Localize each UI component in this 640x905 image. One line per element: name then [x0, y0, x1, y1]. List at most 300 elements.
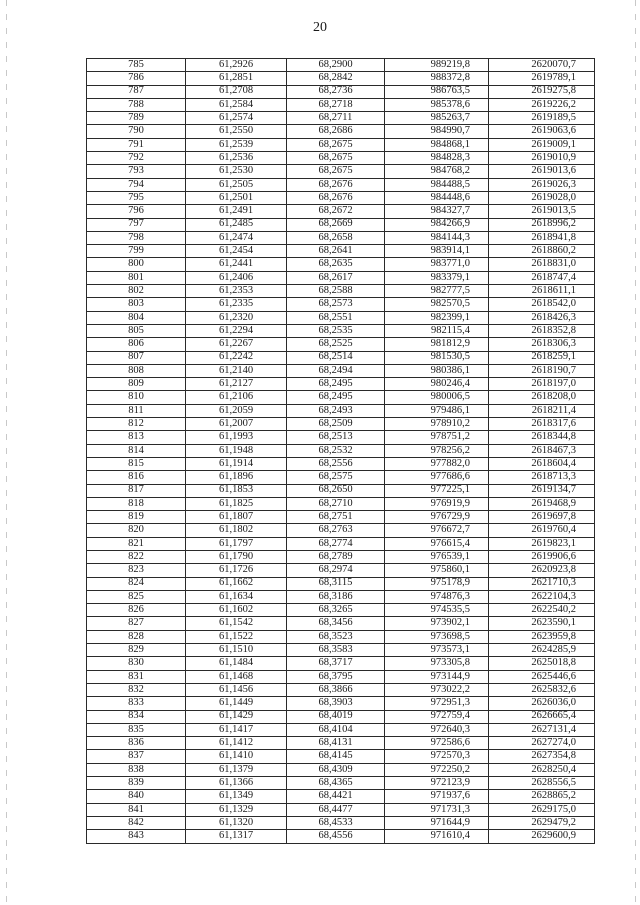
y-coordinate-cell: 2619468,9	[489, 497, 595, 510]
y-coordinate-cell: 2619789,1	[489, 72, 595, 85]
latitude-cell: 61,1797	[186, 537, 287, 550]
point-number-cell: 836	[87, 737, 186, 750]
x-coordinate-cell: 984144,3	[385, 231, 489, 244]
point-number-cell: 806	[87, 338, 186, 351]
latitude-cell: 61,2530	[186, 165, 287, 178]
longitude-cell: 68,2736	[287, 85, 385, 98]
latitude-cell: 61,2242	[186, 351, 287, 364]
y-coordinate-cell: 2626665,4	[489, 710, 595, 723]
table-row	[87, 72, 595, 85]
point-number-cell: 833	[87, 697, 186, 710]
latitude-cell: 61,1366	[186, 777, 287, 790]
page-number: 20	[313, 20, 327, 35]
point-number-cell: 812	[87, 418, 186, 431]
latitude-cell: 61,2485	[186, 218, 287, 231]
latitude-cell: 61,1825	[186, 497, 287, 510]
y-coordinate-cell: 2618611,1	[489, 285, 595, 298]
latitude-cell: 61,2536	[186, 152, 287, 165]
y-coordinate-cell: 2618996,2	[489, 218, 595, 231]
point-number-cell: 786	[87, 72, 186, 85]
x-coordinate-cell: 984327,7	[385, 205, 489, 218]
latitude-cell: 61,1522	[186, 630, 287, 643]
x-coordinate-cell: 976729,9	[385, 511, 489, 524]
point-number-cell: 797	[87, 218, 186, 231]
x-coordinate-cell: 973698,5	[385, 630, 489, 643]
latitude-cell: 61,1634	[186, 590, 287, 603]
x-coordinate-cell: 979486,1	[385, 404, 489, 417]
table-row	[87, 644, 595, 657]
y-coordinate-cell: 2618208,0	[489, 391, 595, 404]
longitude-cell: 68,2635	[287, 258, 385, 271]
point-number-cell: 803	[87, 298, 186, 311]
y-coordinate-cell: 2623590,1	[489, 617, 595, 630]
latitude-cell: 61,2127	[186, 378, 287, 391]
point-number-cell: 794	[87, 178, 186, 191]
latitude-cell: 61,1602	[186, 604, 287, 617]
table-row	[87, 803, 595, 816]
x-coordinate-cell: 971731,3	[385, 803, 489, 816]
latitude-cell: 61,1790	[186, 550, 287, 563]
longitude-cell: 68,3523	[287, 630, 385, 643]
table-row	[87, 497, 595, 510]
table-row	[87, 697, 595, 710]
y-coordinate-cell: 2619697,8	[489, 511, 595, 524]
table-row	[87, 298, 595, 311]
y-coordinate-cell: 2619275,8	[489, 85, 595, 98]
y-coordinate-cell: 2629175,0	[489, 803, 595, 816]
latitude-cell: 61,2106	[186, 391, 287, 404]
latitude-cell: 61,2335	[186, 298, 287, 311]
longitude-cell: 68,2675	[287, 138, 385, 151]
longitude-cell: 68,2675	[287, 165, 385, 178]
x-coordinate-cell: 989219,8	[385, 59, 489, 72]
point-number-cell: 829	[87, 644, 186, 657]
table-row	[87, 138, 595, 151]
y-coordinate-cell: 2618426,3	[489, 311, 595, 324]
y-coordinate-cell: 2622104,3	[489, 590, 595, 603]
y-coordinate-cell: 2619028,0	[489, 191, 595, 204]
table-row	[87, 205, 595, 218]
table-row	[87, 324, 595, 337]
point-number-cell: 819	[87, 511, 186, 524]
point-number-cell: 793	[87, 165, 186, 178]
x-coordinate-cell: 972586,6	[385, 737, 489, 750]
x-coordinate-cell: 975860,1	[385, 564, 489, 577]
point-number-cell: 842	[87, 816, 186, 829]
longitude-cell: 68,2650	[287, 484, 385, 497]
table-row	[87, 404, 595, 417]
table-row	[87, 777, 595, 790]
latitude-cell: 61,2441	[186, 258, 287, 271]
latitude-cell: 61,2926	[186, 59, 287, 72]
longitude-cell: 68,2525	[287, 338, 385, 351]
longitude-cell: 68,2842	[287, 72, 385, 85]
longitude-cell: 68,2711	[287, 112, 385, 125]
x-coordinate-cell: 977686,6	[385, 471, 489, 484]
latitude-cell: 61,2406	[186, 271, 287, 284]
latitude-cell: 61,2454	[186, 245, 287, 258]
longitude-cell: 68,2495	[287, 378, 385, 391]
table-row	[87, 790, 595, 803]
table-row	[87, 418, 595, 431]
point-number-cell: 804	[87, 311, 186, 324]
x-coordinate-cell: 972640,3	[385, 723, 489, 736]
longitude-cell: 68,2641	[287, 245, 385, 258]
point-number-cell: 811	[87, 404, 186, 417]
y-coordinate-cell: 2618197,0	[489, 378, 595, 391]
latitude-cell: 61,2505	[186, 178, 287, 191]
point-number-cell: 795	[87, 191, 186, 204]
y-coordinate-cell: 2619906,6	[489, 550, 595, 563]
x-coordinate-cell: 980006,5	[385, 391, 489, 404]
y-coordinate-cell: 2618713,3	[489, 471, 595, 484]
table-row	[87, 178, 595, 191]
latitude-cell: 61,1349	[186, 790, 287, 803]
latitude-cell: 61,1329	[186, 803, 287, 816]
y-coordinate-cell: 2619009,1	[489, 138, 595, 151]
longitude-cell: 68,2493	[287, 404, 385, 417]
latitude-cell: 61,2294	[186, 324, 287, 337]
point-number-cell: 802	[87, 285, 186, 298]
longitude-cell: 68,2763	[287, 524, 385, 537]
table-row	[87, 444, 595, 457]
longitude-cell: 68,2535	[287, 324, 385, 337]
x-coordinate-cell: 972123,9	[385, 777, 489, 790]
x-coordinate-cell: 982570,5	[385, 298, 489, 311]
x-coordinate-cell: 974876,3	[385, 590, 489, 603]
latitude-cell: 61,1449	[186, 697, 287, 710]
x-coordinate-cell: 976919,9	[385, 497, 489, 510]
x-coordinate-cell: 971644,9	[385, 816, 489, 829]
longitude-cell: 68,4104	[287, 723, 385, 736]
table-row	[87, 457, 595, 470]
y-coordinate-cell: 2629479,2	[489, 816, 595, 829]
y-coordinate-cell: 2620070,7	[489, 59, 595, 72]
longitude-cell: 68,2974	[287, 564, 385, 577]
point-number-cell: 801	[87, 271, 186, 284]
longitude-cell: 68,2751	[287, 511, 385, 524]
y-coordinate-cell: 2618352,8	[489, 324, 595, 337]
x-coordinate-cell: 983771,0	[385, 258, 489, 271]
point-number-cell: 790	[87, 125, 186, 138]
latitude-cell: 61,1320	[186, 816, 287, 829]
latitude-cell: 61,2140	[186, 364, 287, 377]
point-number-cell: 785	[87, 59, 186, 72]
x-coordinate-cell: 975178,9	[385, 577, 489, 590]
table-row	[87, 537, 595, 550]
x-coordinate-cell: 974535,5	[385, 604, 489, 617]
table-row	[87, 351, 595, 364]
y-coordinate-cell: 2626036,0	[489, 697, 595, 710]
y-coordinate-cell: 2618259,1	[489, 351, 595, 364]
longitude-cell: 68,2495	[287, 391, 385, 404]
point-number-cell: 830	[87, 657, 186, 670]
y-coordinate-cell: 2619189,5	[489, 112, 595, 125]
longitude-cell: 68,4556	[287, 830, 385, 843]
x-coordinate-cell: 973902,1	[385, 617, 489, 630]
y-coordinate-cell: 2618211,4	[489, 404, 595, 417]
table-row	[87, 617, 595, 630]
y-coordinate-cell: 2628556,5	[489, 777, 595, 790]
point-number-cell: 843	[87, 830, 186, 843]
longitude-cell: 68,2900	[287, 59, 385, 72]
y-coordinate-cell: 2618317,6	[489, 418, 595, 431]
y-coordinate-cell: 2619760,4	[489, 524, 595, 537]
table-row	[87, 511, 595, 524]
point-number-cell: 805	[87, 324, 186, 337]
latitude-cell: 61,1807	[186, 511, 287, 524]
table-row	[87, 670, 595, 683]
longitude-cell: 68,3795	[287, 670, 385, 683]
y-coordinate-cell: 2619013,5	[489, 205, 595, 218]
scan-edge-left	[6, 0, 7, 905]
coordinates-table	[86, 58, 595, 844]
x-coordinate-cell: 981812,9	[385, 338, 489, 351]
table-row	[87, 750, 595, 763]
y-coordinate-cell: 2618860,2	[489, 245, 595, 258]
longitude-cell: 68,4421	[287, 790, 385, 803]
x-coordinate-cell: 978910,2	[385, 418, 489, 431]
longitude-cell: 68,2676	[287, 178, 385, 191]
x-coordinate-cell: 973022,2	[385, 683, 489, 696]
latitude-cell: 61,1510	[186, 644, 287, 657]
y-coordinate-cell: 2618542,0	[489, 298, 595, 311]
x-coordinate-cell: 983379,1	[385, 271, 489, 284]
x-coordinate-cell: 971610,4	[385, 830, 489, 843]
x-coordinate-cell: 976672,7	[385, 524, 489, 537]
latitude-cell: 61,2007	[186, 418, 287, 431]
point-number-cell: 798	[87, 231, 186, 244]
table-row	[87, 165, 595, 178]
point-number-cell: 831	[87, 670, 186, 683]
x-coordinate-cell: 980246,4	[385, 378, 489, 391]
point-number-cell: 823	[87, 564, 186, 577]
y-coordinate-cell: 2619226,2	[489, 98, 595, 111]
x-coordinate-cell: 988372,8	[385, 72, 489, 85]
latitude-cell: 61,1914	[186, 457, 287, 470]
point-number-cell: 821	[87, 537, 186, 550]
x-coordinate-cell: 972570,3	[385, 750, 489, 763]
point-number-cell: 825	[87, 590, 186, 603]
latitude-cell: 61,1896	[186, 471, 287, 484]
latitude-cell: 61,2267	[186, 338, 287, 351]
longitude-cell: 68,2718	[287, 98, 385, 111]
table-row	[87, 391, 595, 404]
longitude-cell: 68,4365	[287, 777, 385, 790]
longitude-cell: 68,2588	[287, 285, 385, 298]
x-coordinate-cell: 984266,9	[385, 218, 489, 231]
point-number-cell: 828	[87, 630, 186, 643]
coordinates-table-body	[87, 59, 595, 844]
y-coordinate-cell: 2618306,3	[489, 338, 595, 351]
latitude-cell: 61,1802	[186, 524, 287, 537]
latitude-cell: 61,1412	[186, 737, 287, 750]
point-number-cell: 799	[87, 245, 186, 258]
table-row	[87, 683, 595, 696]
latitude-cell: 61,1662	[186, 577, 287, 590]
longitude-cell: 68,2513	[287, 431, 385, 444]
table-row	[87, 378, 595, 391]
scan-edge-right	[635, 0, 636, 905]
latitude-cell: 61,1542	[186, 617, 287, 630]
point-number-cell: 814	[87, 444, 186, 457]
point-number-cell: 792	[87, 152, 186, 165]
longitude-cell: 68,4533	[287, 816, 385, 829]
point-number-cell: 841	[87, 803, 186, 816]
x-coordinate-cell: 981530,5	[385, 351, 489, 364]
table-row	[87, 271, 595, 284]
longitude-cell: 68,3186	[287, 590, 385, 603]
x-coordinate-cell: 977882,0	[385, 457, 489, 470]
point-number-cell: 813	[87, 431, 186, 444]
latitude-cell: 61,2550	[186, 125, 287, 138]
latitude-cell: 61,1948	[186, 444, 287, 457]
table-row	[87, 125, 595, 138]
longitude-cell: 68,2789	[287, 550, 385, 563]
y-coordinate-cell: 2618747,4	[489, 271, 595, 284]
latitude-cell: 61,2584	[186, 98, 287, 111]
table-row	[87, 550, 595, 563]
point-number-cell: 787	[87, 85, 186, 98]
latitude-cell: 61,1726	[186, 564, 287, 577]
point-number-cell: 837	[87, 750, 186, 763]
point-number-cell: 826	[87, 604, 186, 617]
table-row	[87, 723, 595, 736]
table-row	[87, 218, 595, 231]
latitude-cell: 61,2574	[186, 112, 287, 125]
table-row	[87, 285, 595, 298]
table-row	[87, 431, 595, 444]
y-coordinate-cell: 2618941,8	[489, 231, 595, 244]
longitude-cell: 68,2676	[287, 191, 385, 204]
table-row	[87, 763, 595, 776]
x-coordinate-cell: 984868,1	[385, 138, 489, 151]
x-coordinate-cell: 986763,5	[385, 85, 489, 98]
y-coordinate-cell: 2625832,6	[489, 683, 595, 696]
longitude-cell: 68,3265	[287, 604, 385, 617]
latitude-cell: 61,1417	[186, 723, 287, 736]
point-number-cell: 832	[87, 683, 186, 696]
point-number-cell: 815	[87, 457, 186, 470]
longitude-cell: 68,3903	[287, 697, 385, 710]
longitude-cell: 68,2669	[287, 218, 385, 231]
longitude-cell: 68,2514	[287, 351, 385, 364]
x-coordinate-cell: 982115,4	[385, 324, 489, 337]
y-coordinate-cell: 2625018,8	[489, 657, 595, 670]
x-coordinate-cell: 985378,6	[385, 98, 489, 111]
longitude-cell: 68,4131	[287, 737, 385, 750]
point-number-cell: 834	[87, 710, 186, 723]
x-coordinate-cell: 984448,6	[385, 191, 489, 204]
point-number-cell: 835	[87, 723, 186, 736]
latitude-cell: 61,1468	[186, 670, 287, 683]
latitude-cell: 61,2501	[186, 191, 287, 204]
table-row	[87, 191, 595, 204]
y-coordinate-cell: 2623959,8	[489, 630, 595, 643]
latitude-cell: 61,2539	[186, 138, 287, 151]
table-row	[87, 710, 595, 723]
x-coordinate-cell: 972759,4	[385, 710, 489, 723]
table-row	[87, 98, 595, 111]
x-coordinate-cell: 976615,4	[385, 537, 489, 550]
table-row	[87, 484, 595, 497]
x-coordinate-cell: 973573,1	[385, 644, 489, 657]
table-row	[87, 112, 595, 125]
table-row	[87, 657, 595, 670]
latitude-cell: 61,2474	[186, 231, 287, 244]
x-coordinate-cell: 980386,1	[385, 364, 489, 377]
point-number-cell: 820	[87, 524, 186, 537]
latitude-cell: 61,2708	[186, 85, 287, 98]
y-coordinate-cell: 2628250,4	[489, 763, 595, 776]
latitude-cell: 61,1317	[186, 830, 287, 843]
y-coordinate-cell: 2624285,9	[489, 644, 595, 657]
longitude-cell: 68,3866	[287, 683, 385, 696]
table-row	[87, 816, 595, 829]
longitude-cell: 68,2774	[287, 537, 385, 550]
y-coordinate-cell: 2619026,3	[489, 178, 595, 191]
table-row	[87, 364, 595, 377]
y-coordinate-cell: 2627131,4	[489, 723, 595, 736]
latitude-cell: 61,2353	[186, 285, 287, 298]
longitude-cell: 68,2532	[287, 444, 385, 457]
longitude-cell: 68,2494	[287, 364, 385, 377]
y-coordinate-cell: 2618344,8	[489, 431, 595, 444]
longitude-cell: 68,2658	[287, 231, 385, 244]
point-number-cell: 809	[87, 378, 186, 391]
point-number-cell: 822	[87, 550, 186, 563]
latitude-cell: 61,2491	[186, 205, 287, 218]
longitude-cell: 68,4019	[287, 710, 385, 723]
table-row	[87, 338, 595, 351]
table-row	[87, 245, 595, 258]
x-coordinate-cell: 982399,1	[385, 311, 489, 324]
longitude-cell: 68,4477	[287, 803, 385, 816]
point-number-cell: 840	[87, 790, 186, 803]
latitude-cell: 61,2320	[186, 311, 287, 324]
x-coordinate-cell: 985263,7	[385, 112, 489, 125]
table-row	[87, 85, 595, 98]
x-coordinate-cell: 984488,5	[385, 178, 489, 191]
y-coordinate-cell: 2627274,0	[489, 737, 595, 750]
y-coordinate-cell: 2619823,1	[489, 537, 595, 550]
x-coordinate-cell: 973305,8	[385, 657, 489, 670]
table-row	[87, 311, 595, 324]
latitude-cell: 61,1456	[186, 683, 287, 696]
point-number-cell: 816	[87, 471, 186, 484]
longitude-cell: 68,2551	[287, 311, 385, 324]
point-number-cell: 810	[87, 391, 186, 404]
y-coordinate-cell: 2625446,6	[489, 670, 595, 683]
point-number-cell: 817	[87, 484, 186, 497]
point-number-cell: 800	[87, 258, 186, 271]
table-row	[87, 471, 595, 484]
table-row	[87, 604, 595, 617]
longitude-cell: 68,2675	[287, 152, 385, 165]
point-number-cell: 838	[87, 763, 186, 776]
latitude-cell: 61,1993	[186, 431, 287, 444]
y-coordinate-cell: 2618190,7	[489, 364, 595, 377]
x-coordinate-cell: 973144,9	[385, 670, 489, 683]
x-coordinate-cell: 972951,3	[385, 697, 489, 710]
x-coordinate-cell: 984768,2	[385, 165, 489, 178]
y-coordinate-cell: 2619063,6	[489, 125, 595, 138]
longitude-cell: 68,2672	[287, 205, 385, 218]
y-coordinate-cell: 2618467,3	[489, 444, 595, 457]
longitude-cell: 68,2686	[287, 125, 385, 138]
point-number-cell: 808	[87, 364, 186, 377]
y-coordinate-cell: 2618831,0	[489, 258, 595, 271]
